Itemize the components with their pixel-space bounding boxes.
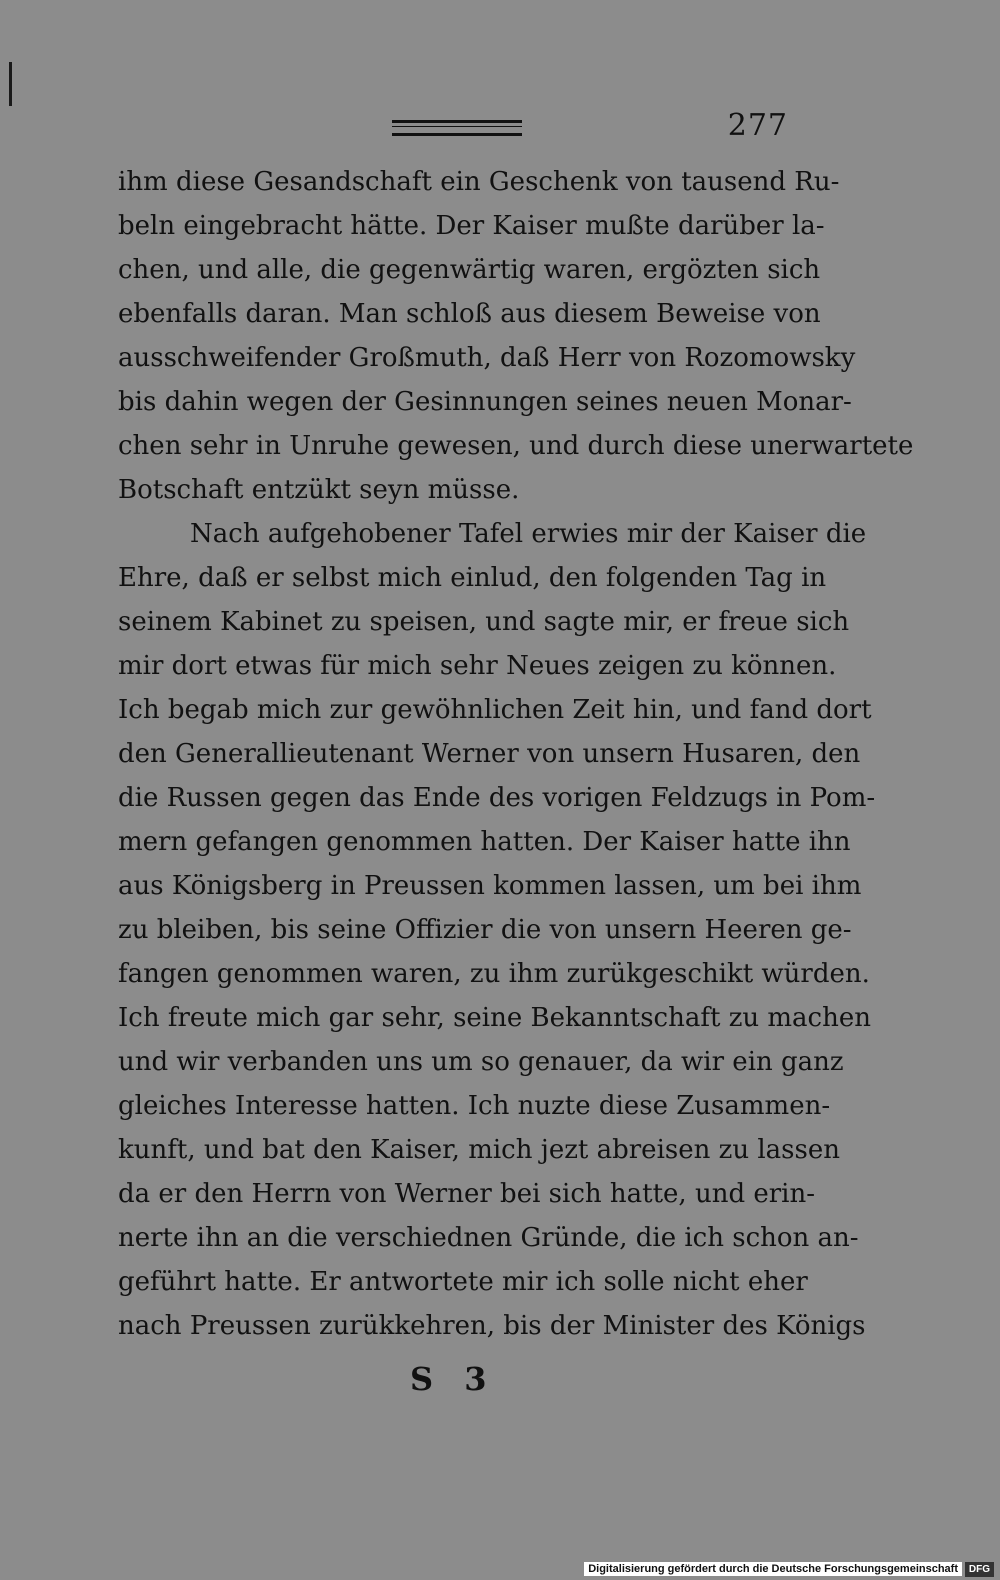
text-line: Nach aufgehobener Tafel erwies mir der Kaiser die xyxy=(190,519,867,549)
text-line: Ich freute mich gar sehr, seine Bekanntschaft zu machen xyxy=(118,1003,871,1033)
text-line: ebenfalls daran. Man schloß aus diesem Beweise von xyxy=(118,299,821,329)
text-line: Botschaft entzükt seyn müsse. xyxy=(118,475,520,505)
text-line: Ich begab mich zur gewöhnlichen Zeit hin, und fand dort xyxy=(118,695,872,725)
text-line: zu bleiben, bis seine Offizier die von unsern Heeren ge- xyxy=(118,915,852,945)
paragraph-2 xyxy=(118,512,876,1348)
text-line: mern gefangen genommen hatten. Der Kaiser hatte ihn xyxy=(118,827,851,857)
text-line: seinem Kabinet zu speisen, und sagte mir, er freue sich xyxy=(118,607,850,637)
dfg-logo: DFG xyxy=(965,1562,994,1577)
text-line: den Generallieutenant Werner von unsern Husaren, den xyxy=(118,739,861,769)
text-line: Ehre, daß er selbst mich einlud, den folgenden Tag in xyxy=(118,563,827,593)
text-line: kunft, und bat den Kaiser, mich jezt abreisen zu lassen xyxy=(118,1135,840,1165)
page-edge-mark xyxy=(9,62,12,106)
text-line: gleiches Interesse hatten. Ich nuzte diese Zusammen- xyxy=(118,1091,831,1121)
paragraph-1 xyxy=(118,160,914,512)
page-number: 277 xyxy=(727,108,788,143)
text-line: mir dort etwas für mich sehr Neues zeigen zu können. xyxy=(118,651,837,681)
text-line: da er den Herrn von Werner bei sich hatte, und erin- xyxy=(118,1179,816,1209)
text-line: die Russen gegen das Ende des vorigen Feldzugs in Pom- xyxy=(118,783,876,813)
text-line: geführt hatte. Er antwortete mir ich solle nicht eher xyxy=(118,1267,808,1297)
text-line: ausschweifender Großmuth, daß Herr von Rozomowsky xyxy=(118,343,856,373)
text-line: aus Königsberg in Preussen kommen lassen, um bei ihm xyxy=(118,871,862,901)
text-line: nach Preussen zurükkehren, bis der Minister des Königs xyxy=(118,1311,866,1341)
digitization-credit: Digitalisierung gefördert durch die Deutsche Forschungsgemeinschaft xyxy=(584,1562,962,1576)
body-text xyxy=(118,160,914,1348)
text-line: beln eingebracht hätte. Der Kaiser mußte darüber la- xyxy=(118,211,825,241)
text-line: nerte ihn an die verschiednen Gründe, die ich schon an- xyxy=(118,1223,859,1253)
text-line: chen, und alle, die gegenwärtig waren, ergözten sich xyxy=(118,255,821,285)
text-line: ihm diese Gesandschaft ein Geschenk von tausend Ru- xyxy=(118,167,840,197)
header-rule xyxy=(392,120,522,136)
signature-mark: S 3 xyxy=(410,1360,497,1398)
text-line: fangen genommen waren, zu ihm zurükgeschikt würden. xyxy=(118,959,870,989)
text-line: und wir verbanden uns um so genauer, da wir ein ganz xyxy=(118,1047,844,1077)
text-line: bis dahin wegen der Gesinnungen seines neuen Monar- xyxy=(118,387,852,417)
text-line: chen sehr in Unruhe gewesen, und durch diese unerwartete xyxy=(118,431,914,461)
